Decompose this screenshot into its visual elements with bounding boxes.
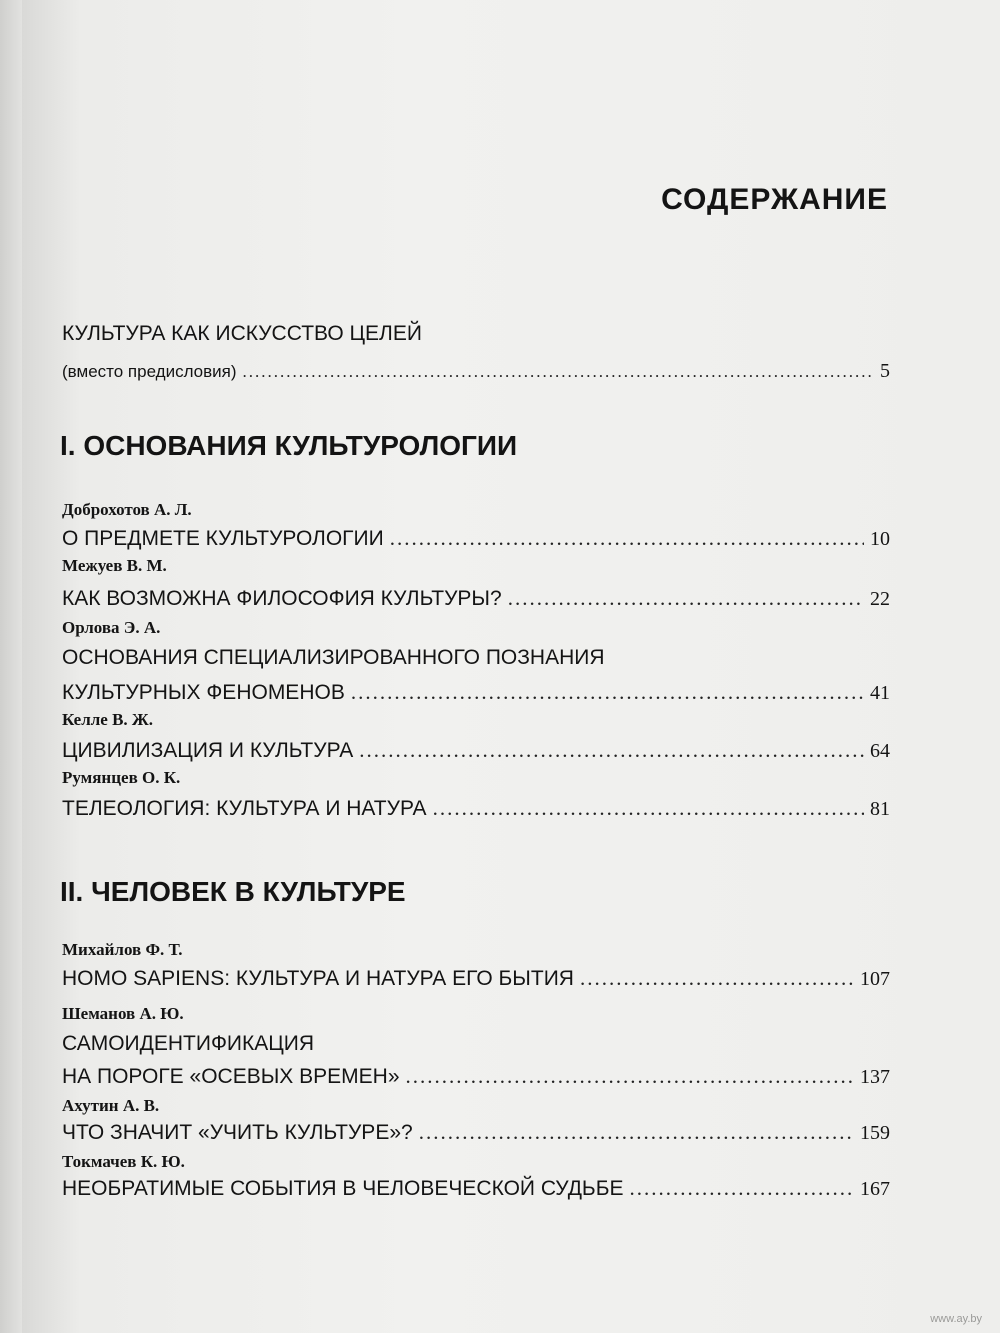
toc-entry-row: [62, 1064, 890, 1089]
entry-author: Келле В. Ж.: [62, 710, 153, 729]
leader-dots: [580, 966, 854, 991]
entry-title: ЧТО ЗНАЧИТ «УЧИТЬ КУЛЬТУРЕ»?: [62, 1121, 413, 1144]
page-number: 5: [880, 360, 890, 382]
toc-entry-row: [62, 1120, 890, 1145]
entry-author: Шеманов А. Ю.: [62, 1004, 184, 1023]
entry-author: Токмачев К. Ю.: [62, 1152, 185, 1171]
page-number: 137: [860, 1066, 890, 1088]
entry-title: ЦИВИЛИЗАЦИЯ И КУЛЬТУРА: [62, 739, 354, 762]
leader-dots: [351, 680, 864, 705]
toc-entry-row: [62, 966, 890, 991]
entry-title: HOMO SAPIENS: КУЛЬТУРА И НАТУРА ЕГО БЫТИЯ: [62, 967, 574, 990]
section-title: I. ОСНОВАНИЯ КУЛЬТУРОЛОГИИ: [60, 430, 518, 461]
toc-entry-row: [62, 738, 890, 763]
page-number: 167: [860, 1178, 890, 1200]
toc-entry-row: [62, 526, 890, 551]
entry-author: Михайлов Ф. Т.: [62, 940, 183, 959]
entry-author: Межуев В. М.: [62, 556, 167, 575]
toc-entry-row: [62, 680, 890, 705]
entry-title: ТЕЛЕОЛОГИЯ: КУЛЬТУРА И НАТУРА: [62, 797, 427, 820]
entry-title: НА ПОРОГЕ «ОСЕВЫХ ВРЕМЕН»: [62, 1065, 400, 1088]
leader-dots: [433, 796, 864, 821]
entry-title: КАК ВОЗМОЖНА ФИЛОСОФИЯ КУЛЬТУРЫ?: [62, 587, 502, 610]
entry-author: Доброхотов А. Л.: [62, 500, 192, 519]
page-number: 22: [870, 588, 890, 610]
leader-dots: [630, 1176, 855, 1201]
entry-title: ОСНОВАНИЯ СПЕЦИАЛИЗИРОВАННОГО ПОЗНАНИЯ: [62, 646, 605, 669]
entry-title: САМОИДЕНТИФИКАЦИЯ: [62, 1032, 315, 1055]
entry-author: Румянцев О. К.: [62, 768, 181, 787]
intro-row: [62, 360, 890, 383]
entry-title: НЕОБРАТИМЫЕ СОБЫТИЯ В ЧЕЛОВЕЧЕСКОЙ СУДЬБЕ: [62, 1177, 624, 1200]
leader-dots: [390, 526, 864, 551]
leader-dots: [359, 738, 864, 763]
page-number: 107: [860, 968, 890, 990]
toc-entry-row: [62, 586, 890, 611]
page-number: 159: [860, 1122, 890, 1144]
page-number: 81: [870, 798, 890, 820]
leader-dots: [419, 1120, 854, 1145]
entry-title: КУЛЬТУРНЫХ ФЕНОМЕНОВ: [62, 681, 345, 704]
toc-entry-row: [62, 1176, 890, 1201]
page-number: 10: [870, 528, 890, 550]
entry-author: Ахутин А. В.: [62, 1096, 160, 1115]
section-title: II. ЧЕЛОВЕК В КУЛЬТУРЕ: [60, 876, 406, 907]
intro-title: КУЛЬТУРА КАК ИСКУССТВО ЦЕЛЕЙ: [62, 322, 422, 345]
page-number: 41: [870, 682, 890, 704]
toc-entry-row: [62, 796, 890, 821]
watermark: www.ay.by: [930, 1313, 982, 1325]
intro-subtitle: (вместо предисловия): [62, 362, 237, 381]
leader-dots: [508, 586, 864, 611]
page-number: 64: [870, 740, 890, 762]
book-spine: [0, 0, 22, 1333]
page-title: СОДЕРЖАНИЕ: [661, 183, 888, 216]
entry-author: Орлова Э. А.: [62, 618, 161, 637]
leader-dots: [243, 362, 874, 382]
entry-title: О ПРЕДМЕТЕ КУЛЬТУРОЛОГИИ: [62, 527, 384, 550]
leader-dots: [406, 1064, 854, 1089]
